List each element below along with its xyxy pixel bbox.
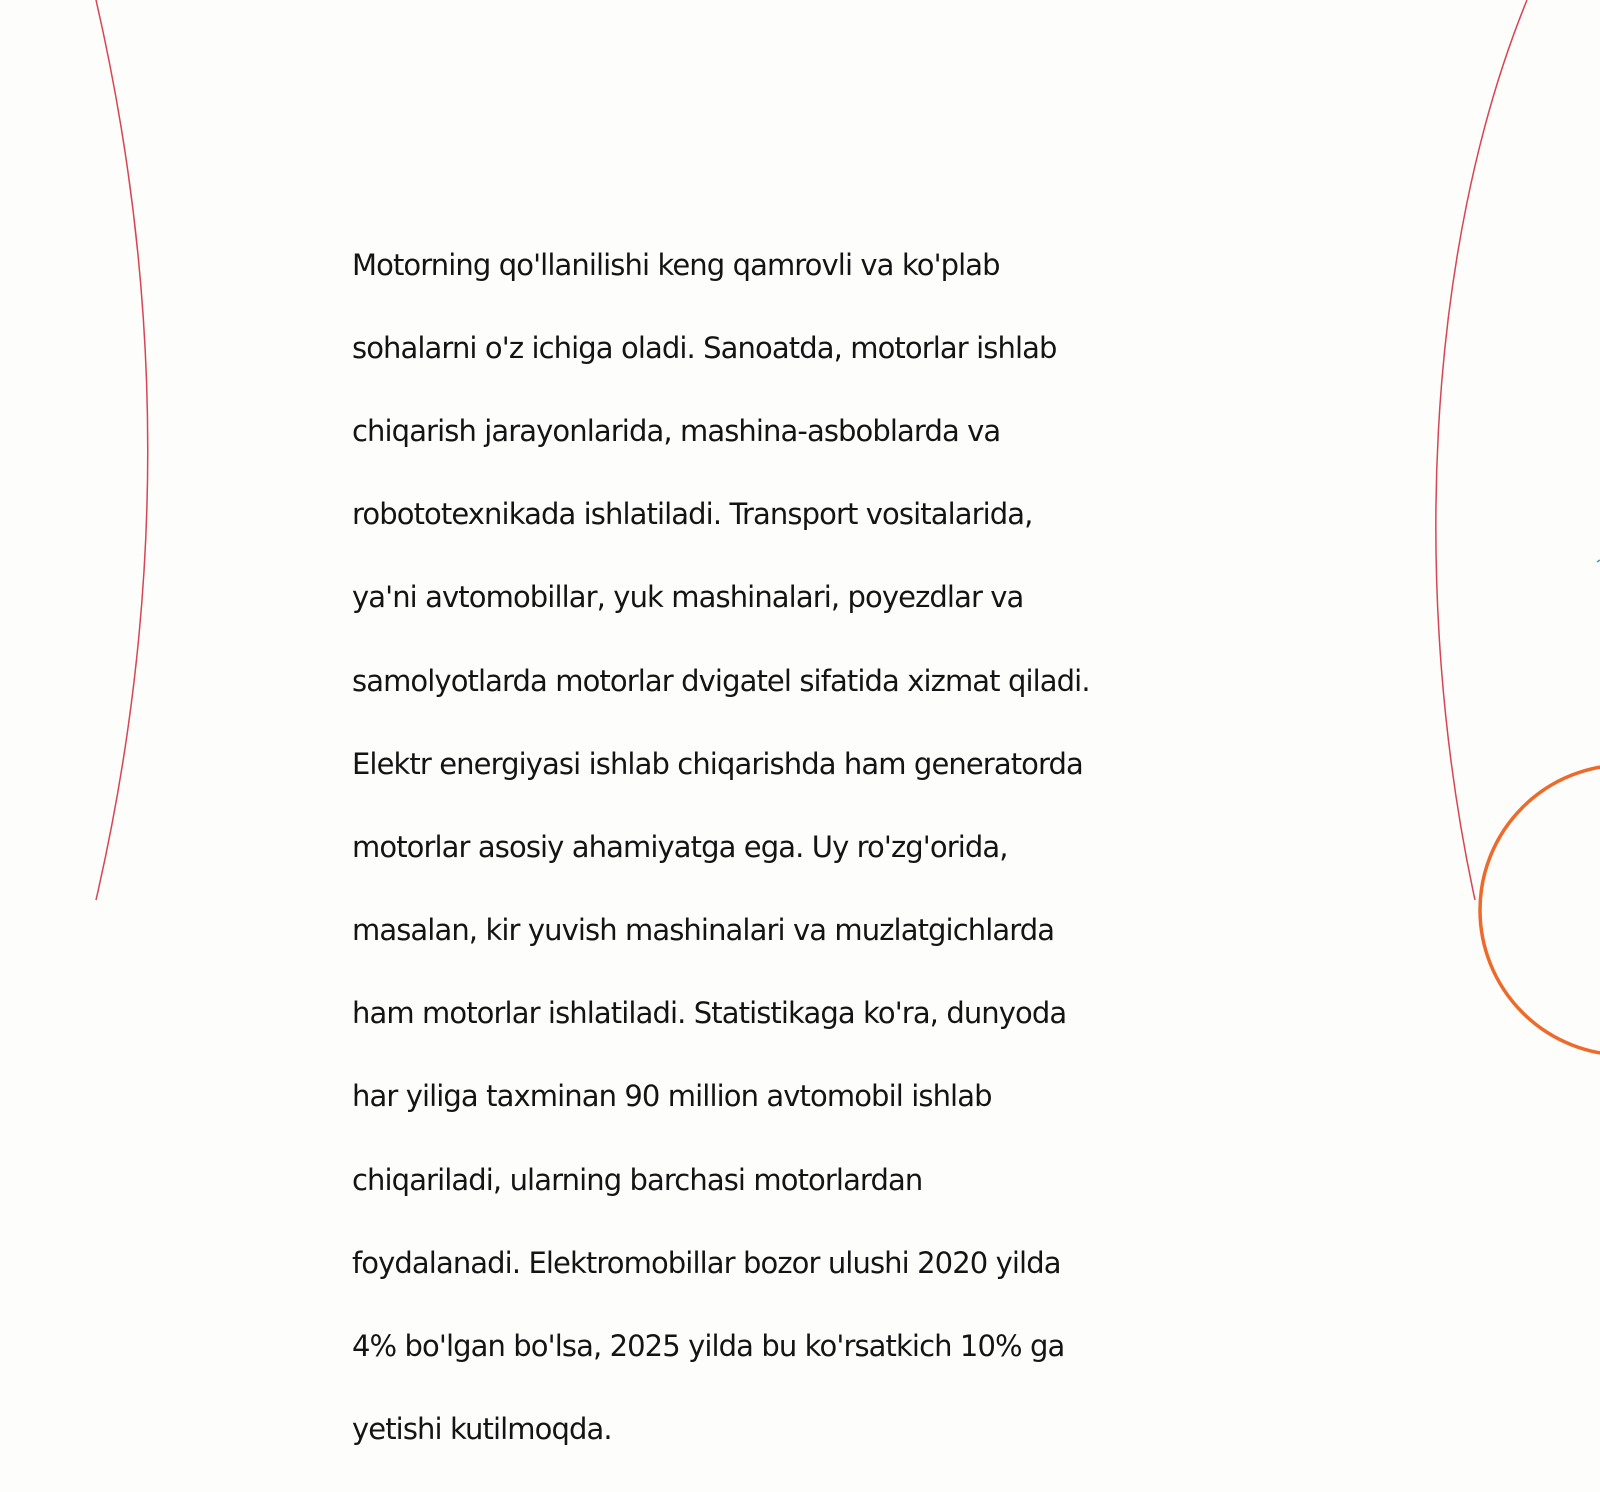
body-line: Elektr energiyasi ishlab chiqarishda ham generatorda [352, 746, 1083, 781]
left-arc-decoration [96, 0, 148, 900]
body-line: 4% bo'lgan bo'lsa, 2025 yilda bu ko'rsatkich 10% ga [352, 1329, 1065, 1364]
body-line: foydalanadi. Elektromobillar bozor ulushi 2020 yilda [352, 1245, 1061, 1280]
right-arc-decoration [1436, 0, 1527, 900]
body-line: robototexnikada ishlatiladi. Transport vositalarida, [352, 497, 1033, 532]
body-line: har yiliga taxminan 90 million avtomobil ishlab [352, 1079, 992, 1114]
body-line: ya'ni avtomobillar, yuk mashinalari, poyezdlar va [352, 580, 1024, 615]
body-line: motorlar asosiy ahamiyatga ega. Uy ro'zg'orida, [352, 829, 1008, 864]
body-line: masalan, kir yuvish mashinalari va muzlatgichlarda [352, 913, 1055, 948]
body-line: Motorning qo'llanilishi keng qamrovli va ko'plab [352, 247, 1000, 282]
body-line: yetishi kutilmoqda. [352, 1412, 612, 1447]
orange-circle-decoration [1480, 765, 1600, 1055]
body-line: chiqarish jarayonlarida, mashina-asboblarda va [352, 413, 1001, 448]
body-line: ham motorlar ishlatiladi. Statistikaga ko'ra, dunyoda [352, 996, 1067, 1031]
body-line: samolyotlarda motorlar dvigatel sifatida xizmat qiladi. [352, 663, 1090, 698]
body-paragraph [352, 203, 1252, 1492]
body-line: sohalarni o'z ichiga oladi. Sanoatda, motorlar ishlab [352, 330, 1057, 365]
body-line: chiqariladi, ularning barchasi motorlardan [352, 1162, 923, 1197]
